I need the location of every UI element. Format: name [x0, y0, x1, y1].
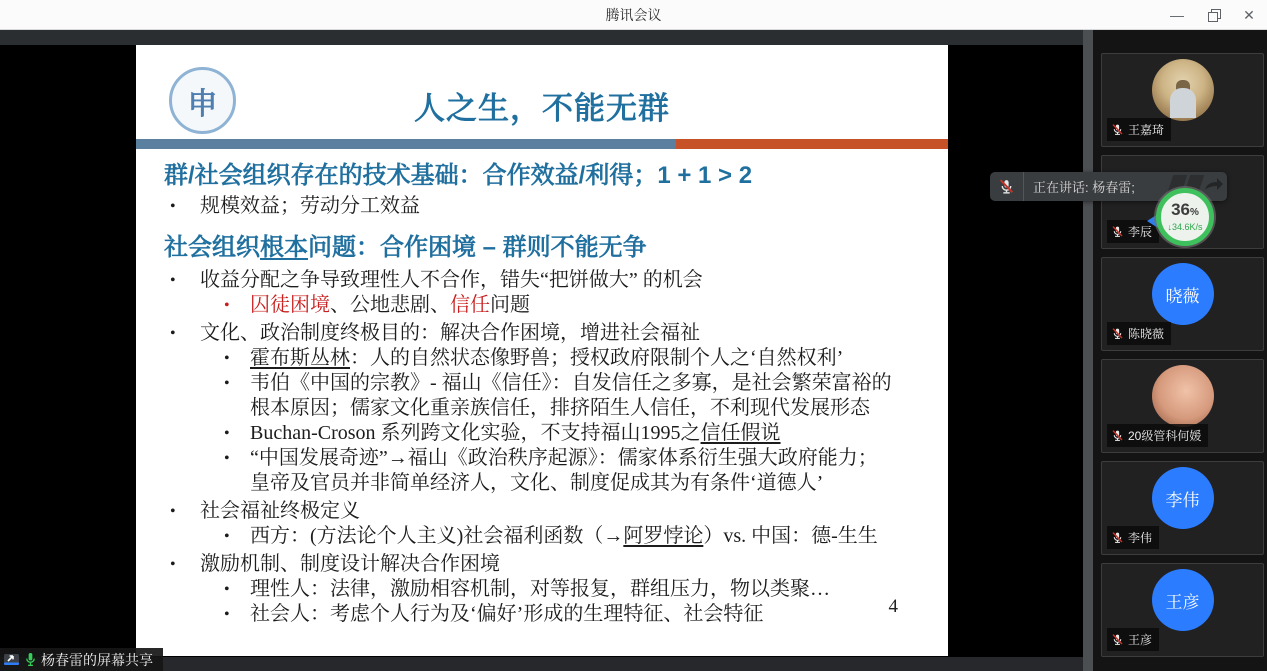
participant-name: 王彦: [1128, 633, 1153, 647]
participants-sidebar: [1093, 30, 1267, 671]
text-segment: 信任假说: [700, 422, 781, 444]
text-segment: 根本原因；儒家文化重亲族信任，排挤陌生人信任，不利现代发展形态: [250, 397, 870, 419]
bullet-text: [200, 268, 703, 293]
bullet-text: [250, 524, 878, 549]
panel-divider[interactable]: [1083, 30, 1093, 671]
text-segment: 问题: [490, 294, 530, 316]
text-segment: 霍布斯丛林: [250, 347, 350, 369]
slide-divider: [136, 139, 948, 149]
slide-bullet: [164, 471, 930, 496]
bullet-dot: •: [224, 375, 230, 392]
text-segment: 信任: [450, 294, 490, 316]
text-segment: 社会人：考虑个人行为及‘偏好’形成的生理特征、社会特征: [250, 603, 764, 625]
text-segment: 韦伯《中国的宗教》- 福山《信任》：自发信任之多寡，是社会繁荣富裕的: [250, 372, 892, 394]
bullet-dot: •: [170, 503, 176, 520]
text-segment: ）vs. 中国：德-生生: [703, 525, 878, 547]
text-segment: Buchan-Croson 系列跨文化实验，不支持福山1995之: [250, 422, 701, 444]
muted-mic-icon: [1111, 327, 1124, 340]
muted-mic-icon: [1111, 633, 1124, 646]
toast-muted-mic-icon: [990, 172, 1024, 201]
text-segment: 西方：(方法论个人主义)社会福利函数（→: [250, 525, 624, 547]
bullet-text: [200, 552, 500, 577]
slide-bullet: [164, 552, 930, 577]
text-segment: 皇帝及官员并非简单经济人，文化、制度促成其为有条件‘道德人’: [250, 472, 824, 494]
participant-name: 20级管科何媛: [1128, 429, 1202, 443]
avatar: 李伟: [1152, 467, 1214, 529]
text-segment: 囚徒困境: [250, 294, 330, 316]
text-segment: 激励机制、制度设计解决合作困境: [200, 553, 500, 575]
text-segment: 根本: [260, 234, 308, 261]
bullet-text: [250, 293, 530, 318]
muted-mic-icon: [1111, 225, 1124, 238]
muted-mic-icon: [1111, 429, 1124, 442]
presentation-slide: [136, 45, 948, 656]
participant-name: 陈晓薇: [1128, 327, 1165, 341]
share-top-strip: [0, 30, 1083, 45]
logo-glyph: 申: [187, 87, 218, 121]
avatar: [1152, 365, 1214, 427]
avatar: 晓薇: [1152, 263, 1214, 325]
slide-bullet: [164, 577, 930, 602]
bullet-dot: •: [170, 556, 176, 573]
slide-bullet: [164, 524, 930, 549]
muted-mic-icon: [998, 178, 1015, 195]
slide-bullet: [164, 446, 930, 471]
text-segment: 收益分配之争导致理性人不合作，错失“把饼做大” 的机会: [200, 269, 703, 291]
bullet-text: [250, 577, 830, 602]
share-status-label: 杨春雷的屏幕共享: [41, 651, 153, 668]
text-segment: 、公地悲剧、: [330, 294, 450, 316]
slide-bullet: [164, 346, 930, 371]
text-segment: 文化、政治制度终极目的：解决合作困境，增进社会福祉: [200, 322, 700, 344]
share-status-bar: [0, 648, 163, 671]
active-mic-icon: [24, 652, 37, 667]
bullet-text: [200, 321, 700, 346]
text-segment: 规模效益；劳动分工效益: [200, 195, 420, 217]
text-segment: ：人的自然状态像野兽；授权政府限制个人之‘自然权利’: [350, 347, 844, 369]
participant-name-chip: [1107, 118, 1171, 141]
participant-tile[interactable]: [1101, 563, 1264, 657]
muted-mic-icon: [1111, 531, 1124, 544]
bullet-dot: •: [224, 350, 230, 367]
screen-share-area: [0, 30, 1083, 671]
slide-bullet: [164, 421, 930, 446]
screen-share-icon: [3, 652, 20, 668]
participant-name: 李伟: [1128, 531, 1153, 545]
window-controls: [1159, 0, 1267, 30]
bullet-dot: •: [224, 425, 230, 442]
participant-tile[interactable]: [1101, 257, 1264, 351]
slide-bullet: [164, 396, 930, 421]
network-percent: 36%: [1171, 200, 1199, 219]
bullet-text: [250, 446, 878, 471]
bullet-dot: •: [224, 606, 230, 623]
bullet-text: [250, 396, 870, 421]
bullet-text: [250, 371, 892, 396]
bullet-text: [250, 602, 763, 627]
participant-tile[interactable]: [1101, 53, 1264, 147]
network-speed: ↓34.6K/s: [1167, 222, 1203, 232]
participant-tile[interactable]: [1101, 461, 1264, 555]
text-segment: 社会福祉终极定义: [200, 500, 360, 522]
participant-tile[interactable]: [1101, 359, 1264, 453]
bullet-dot: •: [224, 450, 230, 467]
bullet-text: [250, 421, 781, 446]
participant-name: 李辰: [1128, 225, 1153, 239]
title-bar: [0, 0, 1267, 30]
muted-mic-icon: [1111, 123, 1124, 136]
text-segment: “中国发展奇迹”→福山《政治秩序起源》：儒家体系衍生强大政府能力；: [250, 447, 878, 469]
slide-bullet: [164, 602, 930, 627]
curved-arrow-icon: [1203, 176, 1223, 192]
slide-page-number: 4: [888, 596, 898, 617]
text-segment: 理性人：法律，激励相容机制，对等报复，群组压力，物以类聚…: [250, 578, 830, 600]
participant-name-chip: [1107, 526, 1159, 549]
restore-icon: [1208, 10, 1219, 21]
participant-name-chip: [1107, 322, 1171, 345]
bullet-dot: •: [170, 272, 176, 289]
slide-heading: [164, 161, 930, 191]
bullet-text: [200, 194, 420, 219]
slide-bullet: [164, 268, 930, 293]
bullet-dot: •: [170, 325, 176, 342]
bullet-dot: •: [224, 297, 230, 314]
slide-body: [164, 161, 930, 627]
text-segment: 社会组织: [164, 234, 260, 261]
window-title: 腾讯会议: [605, 6, 662, 23]
bullet-dot: •: [170, 198, 176, 215]
restore-button[interactable]: [1195, 0, 1231, 30]
slide-title: 人之生，不能无群: [414, 91, 670, 126]
avatar: 王彦: [1152, 569, 1214, 631]
avatar: [1152, 59, 1214, 121]
bullet-text: [250, 346, 843, 371]
participant-name-chip: [1107, 424, 1208, 447]
bullet-text: [200, 499, 360, 524]
bullet-dot: •: [224, 581, 230, 598]
slide-bullet: [164, 371, 930, 396]
participant-name-chip: [1107, 628, 1159, 651]
participant-name: 王嘉琦: [1128, 123, 1165, 137]
minimize-button[interactable]: —: [1170, 7, 1184, 23]
text-segment: 问题：合作困境 – 群则不能无争: [308, 234, 647, 261]
network-ring: [1156, 188, 1214, 246]
slide-bullet: [164, 194, 930, 219]
close-button[interactable]: ✕: [1243, 6, 1255, 23]
text-segment: 群/社会组织存在的技术基础：合作效益/利得；1 + 1 > 2: [164, 162, 753, 189]
text-segment: 阿罗悖论: [623, 525, 704, 547]
speaking-toast-label: 正在讲话: 杨春雷;: [1033, 180, 1135, 195]
slide-heading: [164, 233, 930, 263]
divider-orange-segment: [676, 139, 948, 149]
slide-bullet: [164, 293, 930, 318]
bullet-dot: •: [224, 528, 230, 545]
bullet-text: [250, 471, 823, 496]
divider-blue-segment: [136, 139, 676, 149]
slide-bullet: [164, 321, 930, 346]
slide-bullet: [164, 499, 930, 524]
